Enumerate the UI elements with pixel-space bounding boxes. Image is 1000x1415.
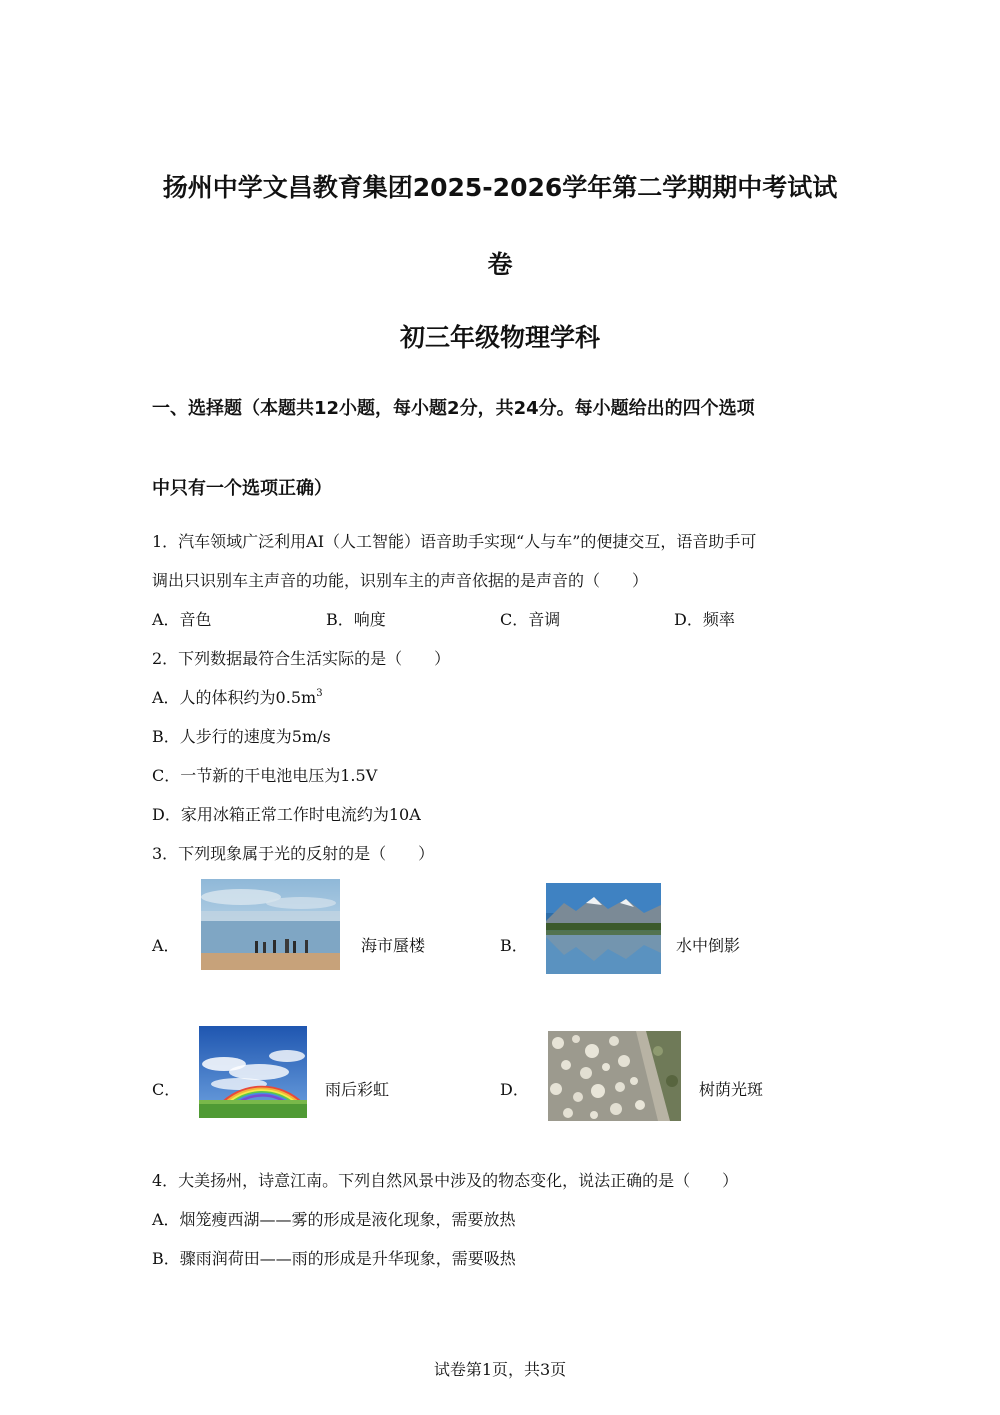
rainbow-photo-art (199, 1026, 307, 1118)
section-heading-line2: 中只有一个选项正确） (152, 478, 332, 499)
rainbow-photo (199, 1026, 307, 1118)
q2-option-d: D．家用冰箱正常工作时电流约为10A (152, 805, 421, 824)
q1-stem-line2: 调出只识别车主声音的功能，识别车主的声音依据的是声音的（ ） (152, 571, 649, 590)
q2-option-a-text: A．人的体积约为0.5m (152, 688, 317, 707)
tree-shade-light-spots-photo-art (548, 1031, 681, 1121)
section-heading-line1: 一、选择题（本题共12小题，每小题2分，共24分。每小题给出的四个选项 (152, 398, 755, 419)
mirage-photo (201, 879, 340, 970)
mirage-photo-art (201, 879, 340, 970)
q2-option-c: C．一节新的干电池电压为1.5V (152, 766, 378, 785)
q3-option-d-caption: 树荫光斑 (699, 1080, 764, 1099)
exam-title-line2: 卷 (487, 250, 513, 279)
q3-option-a-letter: A． (152, 936, 180, 955)
page-footer: 试卷第1页，共3页 (433, 1360, 567, 1379)
q3-option-d-letter: D． (500, 1080, 529, 1099)
q4-option-a: A．烟笼瘦西湖——雾的形成是液化现象，需要放热 (152, 1210, 516, 1229)
q3-stem: 3．下列现象属于光的反射的是（ ） (152, 844, 435, 863)
q2-option-a-superscript: 3 (316, 688, 323, 699)
q1-option-b: B．响度 (326, 610, 386, 629)
q4-stem: 4．大美扬州，诗意江南。下列自然风景中涉及的物态变化，说法正确的是（ ） (152, 1171, 739, 1190)
q1-option-c: C．音调 (500, 610, 561, 629)
water-reflection-photo (546, 883, 661, 974)
water-reflection-photo-art (546, 883, 661, 974)
q3-option-c-letter: C． (152, 1080, 181, 1099)
q3-option-b-letter: B． (500, 936, 528, 955)
q3-option-a-caption: 海市蜃楼 (361, 936, 426, 955)
exam-subtitle: 初三年级物理学科 (399, 323, 600, 352)
q1-option-d: D．频率 (674, 610, 735, 629)
q2-stem: 2．下列数据最符合生活实际的是（ ） (152, 649, 451, 668)
q3-option-b-caption: 水中倒影 (676, 936, 741, 955)
exam-title-line1: 扬州中学文昌教育集团2025-2026学年第二学期期中考试试 (162, 173, 838, 202)
tree-shade-light-spots-photo (548, 1031, 681, 1121)
q2-option-b: B．人步行的速度为5m/s (152, 727, 331, 746)
q1-option-a: A．音色 (152, 610, 212, 629)
q4-option-b: B．骤雨润荷田——雨的形成是升华现象，需要吸热 (152, 1249, 516, 1268)
q3-option-c-caption: 雨后彩虹 (325, 1080, 390, 1099)
q1-stem-line1: 1．汽车领域广泛利用AI（人工智能）语音助手实现“人与车”的便捷交互，语音助手可 (152, 532, 757, 551)
q2-option-a (152, 685, 323, 708)
